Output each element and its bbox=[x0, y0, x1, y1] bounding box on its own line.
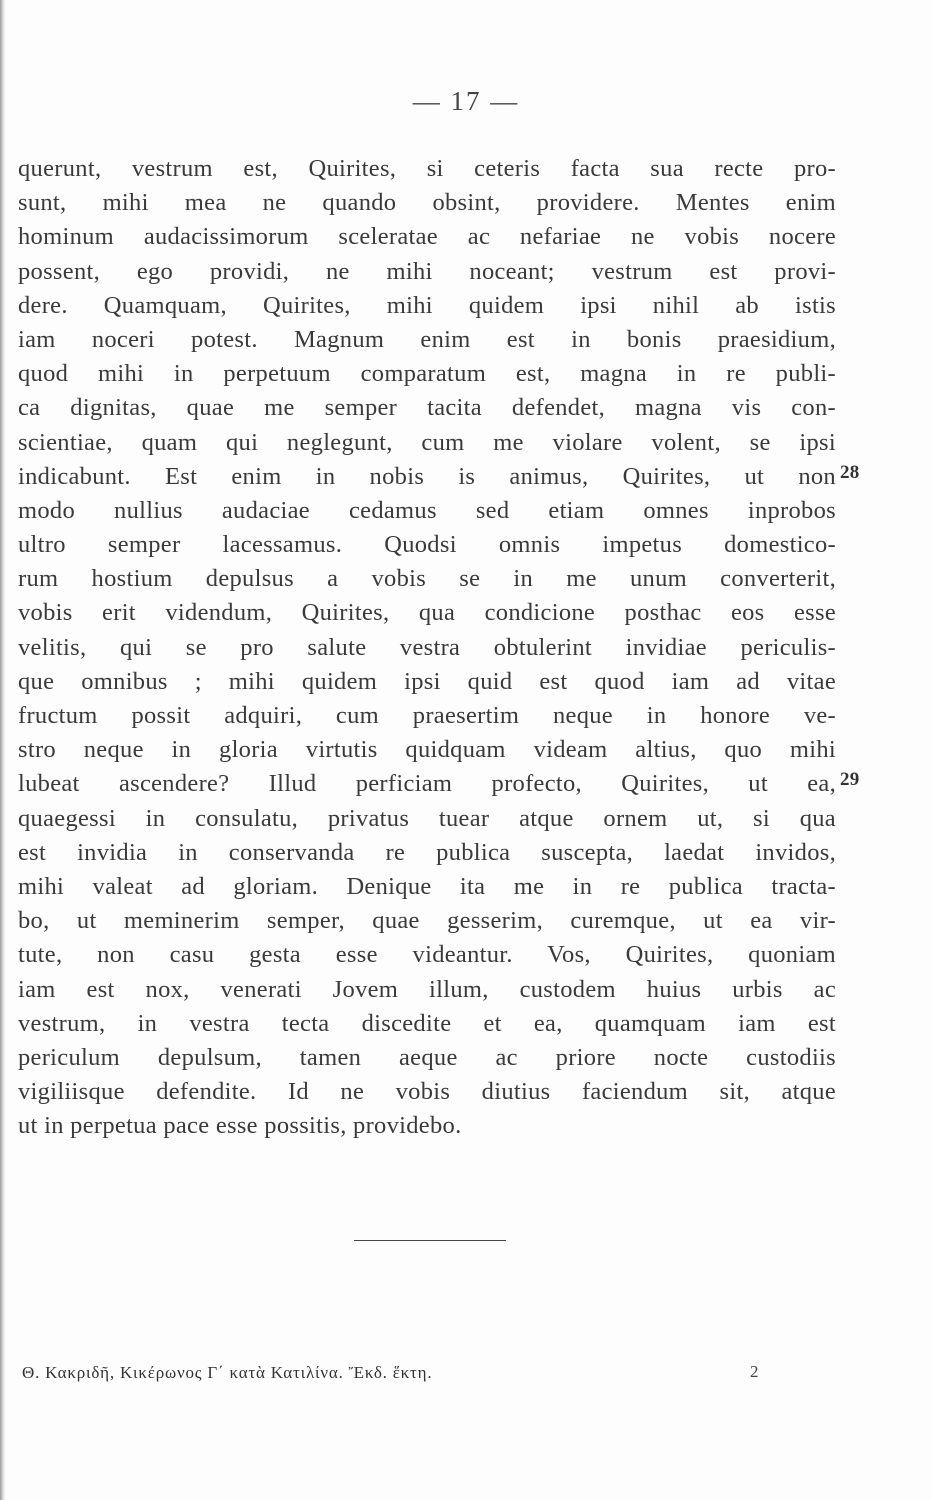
text-line: lubeat ascendere? Illud perficiam profecto, Quirites, ut ea, 29 bbox=[18, 767, 836, 801]
text-line: vobis erit videndum, Quirites, qua condicione posthac eos esse bbox=[18, 599, 836, 627]
section-divider bbox=[354, 1240, 506, 1241]
body-text bbox=[18, 152, 860, 1143]
text-line: iam est nox, venerati Jovem illum, custodem huius urbis ac bbox=[18, 975, 836, 1003]
text-line: fructum possit adquiri, cum praesertim neque in honore ve- bbox=[18, 702, 836, 729]
text-line: bo, ut meminerim semper, quae gesserim, curemque, ut ea vir- bbox=[18, 907, 836, 935]
text-line: velitis, qui se pro salute vestra obtulerint invidiae periculis- bbox=[18, 633, 836, 661]
text-line: indicabunt. Est enim in nobis is animus, Quirites, ut non 28 bbox=[18, 460, 836, 494]
text-line: ultro semper lacessamus. Quodsi omnis impetus domestico- bbox=[18, 531, 836, 559]
signature-mark: 2 bbox=[750, 1362, 759, 1381]
text-line: dere. Quamquam, Quirites, mihi quidem ipsi nihil ab istis bbox=[18, 291, 836, 319]
text-line: quaegessi in consulatu, privatus tuear atque ornem ut, si qua bbox=[18, 804, 836, 832]
text-line: ut in perpetua pace esse possitis, providebo. bbox=[18, 1112, 462, 1140]
text-line: ca dignitas, quae me semper tacita defendet, magna vis con- bbox=[18, 394, 836, 422]
text-line: sunt, mihi mea ne quando obsint, providere. Mentes enim bbox=[18, 189, 836, 217]
text-line: scientiae, quam qui neglegunt, cum me violare volent, se ipsi bbox=[18, 428, 836, 456]
margin-section-number: 28 bbox=[840, 461, 860, 483]
text-line: quod mihi in perpetuum comparatum est, magna in re publi- bbox=[18, 360, 836, 388]
text-line: rum hostium depulsus a vobis se in me unum converterit, bbox=[18, 565, 836, 593]
text-line: hominum audacissimorum sceleratae ac nefariae ne vobis nocere bbox=[18, 223, 836, 251]
text-line: possent, ego providi, ne mihi noceant; vestrum est provi- bbox=[18, 257, 836, 285]
text-line: est invidia in conservanda re publica suscepta, laedat invidos, bbox=[18, 838, 836, 866]
text-line: mihi valeat ad gloriam. Denique ita me in re publica tracta- bbox=[18, 872, 836, 900]
text-line: iam noceri potest. Magnum enim est in bonis praesidium, bbox=[18, 325, 836, 353]
text-line: que omnibus ; mihi quidem ipsi quid est quod iam ad vitae bbox=[18, 667, 836, 695]
text-line: querunt, vestrum est, Quirites, si ceteris facta sua recte pro- bbox=[18, 155, 836, 182]
footer-imprint: Θ. Κακριδῆ, Κικέρωνος Γ΄ κατὰ Κατιλίνα. Ἔκδ. ἕκτη. bbox=[22, 1363, 433, 1382]
page-number: — 17 — bbox=[412, 86, 520, 116]
margin-section-number: 29 bbox=[840, 769, 860, 791]
page-edge bbox=[0, 0, 6, 1500]
text-line: vigiliisque defendite. Id ne vobis diutius faciendum sit, atque bbox=[18, 1078, 836, 1106]
text-line: periculum depulsum, tamen aeque ac priore nocte custodiis bbox=[18, 1043, 836, 1071]
text-line: vestrum, in vestra tecta discedite et ea, quamquam iam est bbox=[18, 1009, 836, 1037]
text-line: tute, non casu gesta esse videantur. Vos, Quirites, quoniam bbox=[18, 941, 836, 969]
text-line: stro neque in gloria virtutis quidquam videam altius, quo mihi bbox=[18, 736, 836, 764]
text-line: modo nullius audaciae cedamus sed etiam omnes inprobos bbox=[18, 496, 836, 524]
